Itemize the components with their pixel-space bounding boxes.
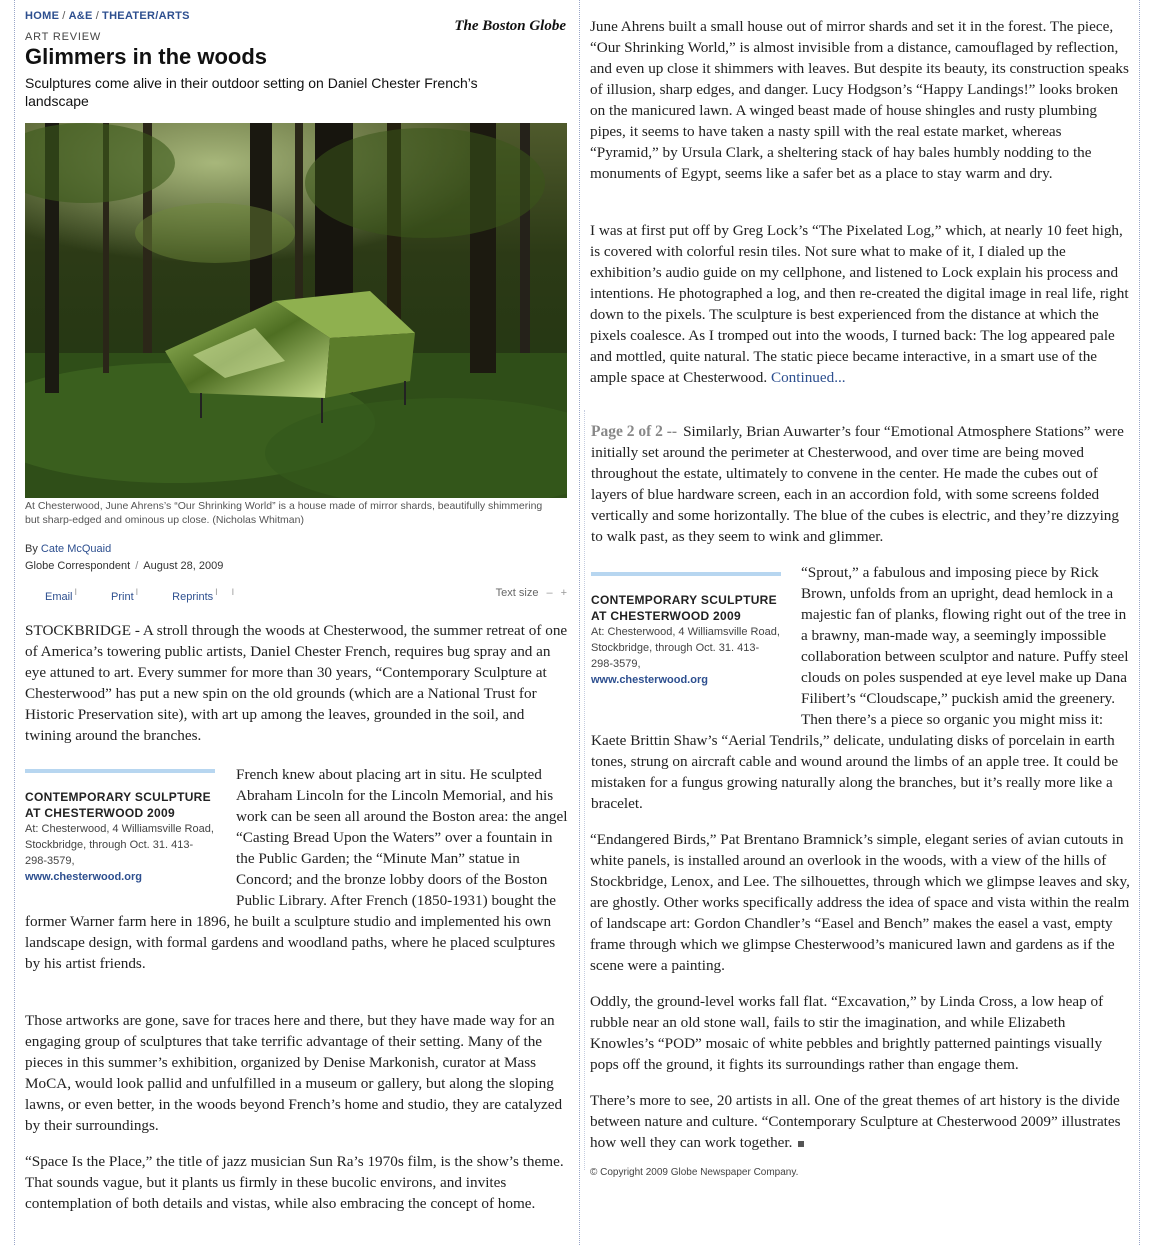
increase-text-button[interactable]: +	[560, 587, 567, 599]
article-end	[590, 829, 1130, 1168]
article-paragraph: Oddly, the ground-level works fall flat. “Excavation,” by Linda Cross, a low heap of rubble near an old stone wall, fails to stir the imagination, and while Elizabeth Knowles’s “POD” mosaic of white pebbles and brightly patterned paintings visually pops off the ground, it fights its surroundings rather than engage them.	[590, 993, 1104, 1073]
sidebar-details: At: Chesterwood, 4 Williamsville Road, Stockbridge, through Oct. 31. 413-298-3579,	[25, 823, 214, 867]
right-column	[580, 0, 1152, 1245]
copyright-notice: © Copyright 2009 Globe Newspaper Company.	[590, 1167, 799, 1178]
breadcrumb-home[interactable]: HOME	[25, 10, 60, 22]
article-paragraph: “Endangered Birds,” Pat Brentano Bramnick’s simple, elegant series of avian cutouts in white panels, is installed around an overlook in the woods, with a view of the hills of Stockbridge, Lenox, and Lee. The silhouettes, through which we glimpse leaves and sky, are ghostly. Other works specifically address the idea of space and vista within the realm of landscape art: Gordon Chandler’s “Easel and Bench” makes the easel a vast, empty frame through which we glimpse Chesterwood’s manicured lawn and gardens as if the scene were a painting.	[590, 831, 1130, 974]
newspaper-logo: The Boston Globe	[454, 18, 566, 34]
breadcrumb-subsection[interactable]: THEATER/ARTS	[102, 10, 190, 22]
article-paragraph: June Ahrens built a small house out of mirror shards and set it in the forest. The piece, “Our Shrinking World,” is almost invisible from a distance, camouflaged by reflection, and even up close it shimmers with leaves. But despite its beauty, its construction speaks of illusion, sharp edges, and danger. Lucy Hodgson’s “Happy Landings!” looks broken on the manicured lawn. A winged beast made of house shingles and rusty plumbing pipes, it seems to have taken a nasty spill with the real estate market, whereas “Pyramid,” by Ursula Clark, a sheltering stack of hay bales humbly nodding to the monuments of Egypt, seems like a safer bet as a place to stay warm and dry.	[590, 18, 1129, 182]
article-paragraph: STOCKBRIDGE - A stroll through the woods at Chesterwood, the summer retreat of one of America’s towering public artists, Daniel Chester French, requires bug spray and an eye attuned to art. Every summer for more than 30 years, “Contemporary Sculpture at Chesterwood” has put a new spin on the old grounds (which are a National Trust for Historic Preservation site), with art up among the leaves, grounded in the soil, and twining around the branches.	[25, 622, 568, 744]
credit-line: Globe Correspondent / August 28, 2009	[25, 560, 224, 572]
article-paragraph: I was at first put off by Greg Lock’s “The Pixelated Log,” which, at nearly 10 feet high, is covered with colorful resin tiles. Not sure what to make of it, I dialed up the exhibition’s audio guide on my cellphone, and listened to Lock explain his process and intentions. He photographed a log, and then re-created the digital image in real life, right down to the pixels. The sculpture is best experienced from the distance at which the pixels coalesce. As I tromped out into the woods, I turned back: The log appeared pale and mottled, quite natural. The static piece became interactive, in a smart use of the ample space at Chesterwood. Continued...	[590, 222, 1129, 386]
info-sidebar	[25, 769, 215, 885]
article-tools: Email $^I$ Print $^I$ Reprints $^I$ $^I$ Text size – +	[45, 587, 567, 603]
article-paragraph: “Space Is the Place,” the title of jazz musician Sun Ra’s 1970s film, is the show’s theme. That sounds vague, but it plants us firmly in these bucolic environs, and invites contemplation of both details and vistas, while also embracing the concept of home.	[25, 1153, 564, 1212]
text-size-control: Text size – +	[495, 587, 567, 599]
article-kicker: ART REVIEW	[25, 31, 102, 43]
article-paragraph: French knew about placing art in situ. He sculpted Abraham Lincoln for the Lincoln Memorial, and his work can be seen all around the Boston area: the angel “Casting Bread Upon the Waters” over a fountain in the Public Garden; the “Minute Man” statue in Concord; and the bronze lobby doors of the Boston Public Library. After French (1850-1931) bought the former Warner farm here in 1896, he built a sculpture studio and implemented his own landscape design, with formal gardens and woodland paths, where he placed sculptures by his artist friends.	[25, 766, 568, 972]
article-paragraph: Page 2 of 2 -- Similarly, Brian Auwarter’s four “Emotional Atmosphere Stations” were initially set around the perimeter at Chesterwood, and over time are being moved throughout the estate, ultimately to convene in the center. He made the cubes out of layers of blue hardware screen, each in an accordion fold, with some screens folded vertically and some horizontally. The blue of the cubes is electric, and they’re dizzying to walk past, as they seem to wink and glimmer.	[591, 423, 1124, 545]
article-paragraph: There’s more to see, 20 artists in all. One of the great themes of art history is the divide between nature and culture. “Contemporary Sculpture at Chesterwood 2009” illustrates how well they can work together.	[590, 1092, 1121, 1151]
continued-link[interactable]: Continued...	[770, 369, 846, 386]
photo-caption: At Chesterwood, June Ahrens’s “Our Shrinking World” is a house made of mirror shards, beautifully shimmering but sharp-edged and ominous up close. (Nicholas Whitman)	[25, 500, 543, 526]
breadcrumb-section[interactable]: A&E	[68, 10, 93, 22]
print-link[interactable]: Print	[111, 590, 134, 603]
article-paragraph: “Sprout,” a fabulous and imposing piece by Rick Brown, unfolds from an upright, dead hemlock in a majestic fan of planks, flowing right out of the tree in a brawny, man-made way, a seemingly impossible collaboration between sculptor and nature. Puffy steel clouds on poles suspended at eye level make up Dana Filibert’s “Cloudscape,” puckish amid the greenery. Then there’s a piece so organic you might miss it: Kaete Brittin Shaw’s “Aerial Tendrils,” delicate, undulating disks of porcelain in earth tones, strung on aircraft cable and wound around the limbs of an apple tree. It could be mistaken for a fungus growing naturally along the branches, but it’s really more like a bracelet.	[591, 564, 1129, 812]
sidebar-title: CONTEMPORARY SCULPTURE AT CHESTERWOOD 2009	[591, 593, 777, 623]
article-date: August 28, 2009	[143, 560, 224, 572]
author-link[interactable]: Cate McQuaid	[40, 543, 112, 555]
page-indicator: Page 2 of 2 --	[591, 423, 678, 440]
breadcrumb: HOME / A&E / THEATER/ARTS	[25, 10, 190, 22]
page2-divider	[584, 410, 585, 1170]
sidebar-title: CONTEMPORARY SCULPTURE AT CHESTERWOOD 2009	[25, 790, 211, 820]
info-sidebar	[591, 572, 781, 688]
byline: By Cate McQuaid	[25, 543, 112, 555]
sidebar-website-link[interactable]: www.chesterwood.org	[25, 871, 142, 883]
article-headline: Glimmers in the woods	[25, 44, 268, 69]
sidebar-details: At: Chesterwood, 4 Williamsville Road, Stockbridge, through Oct. 31. 413-298-3579,	[591, 626, 780, 670]
sidebar-rule	[591, 572, 781, 576]
reprints-link[interactable]: Reprints	[172, 590, 214, 603]
article-paragraph: Those artworks are gone, save for traces here and there, but they have made way for an engaging group of sculptures that take terrific advantage of their setting. Many of the pieces in this summer’s exhibition, organized by Denise Markonish, curator at Mass MoCA, would look pallid and unfulfilled in a museum or gallery, but along the sloping lawns, or even better, in the woods beyond French’s home and studio, they are catalyzed by their surroundings.	[25, 1012, 563, 1134]
article-dek: Sculptures come alive in their outdoor setting on Daniel Chester French’s landscape	[25, 75, 478, 109]
article-photo	[25, 123, 567, 498]
end-mark-icon	[798, 1141, 804, 1147]
email-link[interactable]: Email	[45, 590, 73, 603]
sidebar-website-link[interactable]: www.chesterwood.org	[591, 674, 708, 686]
decrease-text-button[interactable]: –	[546, 587, 553, 599]
sidebar-rule	[25, 769, 215, 773]
